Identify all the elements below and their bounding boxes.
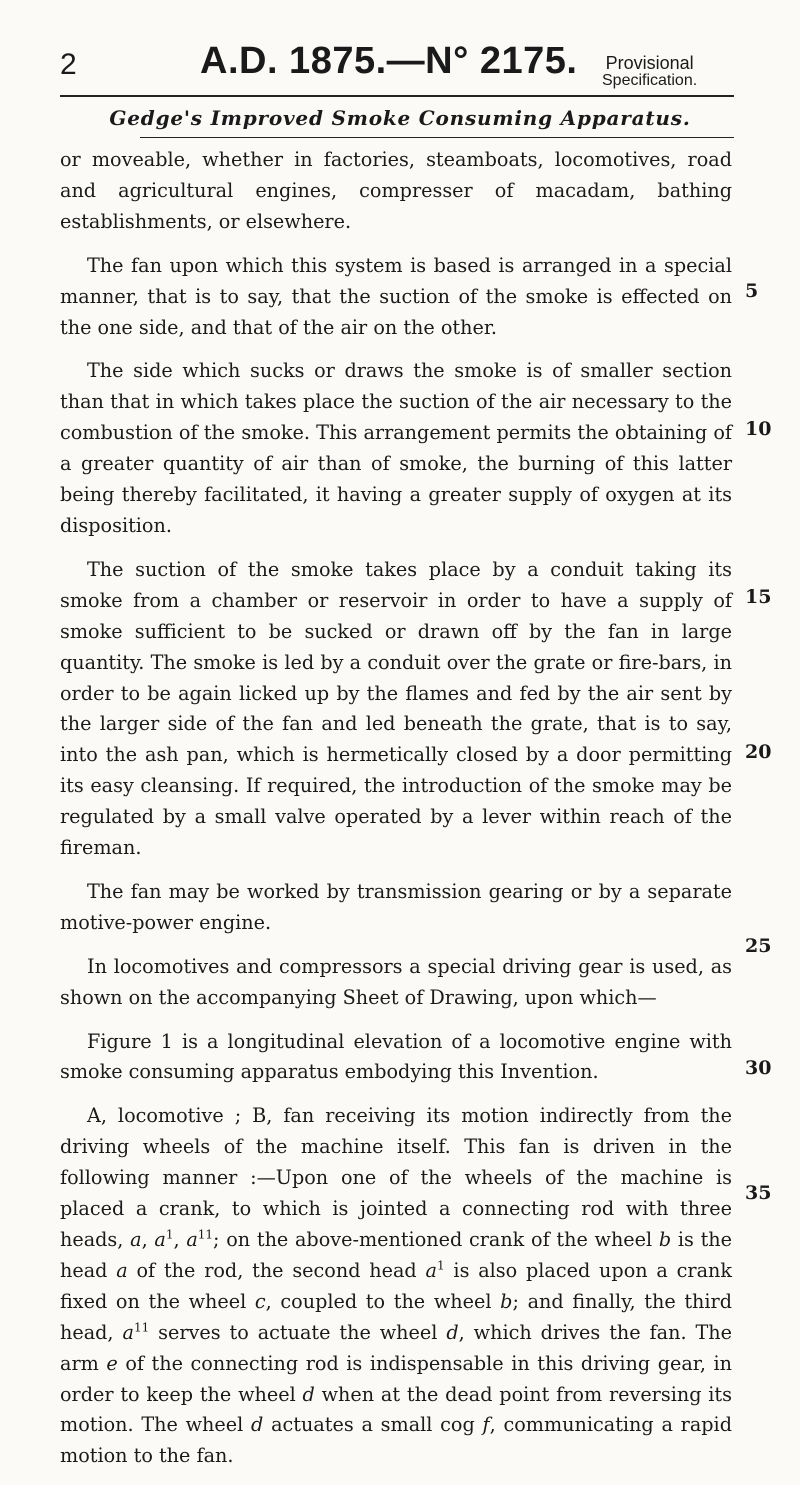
line-number: 25 bbox=[745, 935, 772, 957]
line-number: 35 bbox=[745, 1182, 772, 1204]
subtitle-rule bbox=[140, 137, 734, 138]
line-number: 15 bbox=[745, 586, 772, 608]
specification-label bbox=[602, 54, 697, 90]
line-number: 5 bbox=[745, 280, 759, 302]
line-number: 20 bbox=[745, 741, 772, 763]
paragraph: Figure 1 is a longitudinal elevation of a locomotive engine with smoke consuming apparatus embodying this Invention. bbox=[60, 1029, 732, 1084]
paragraph-mechanism: A, locomotive ; B, fan receiving its motion indirectly from the driving wheels of the machine itself. This fan is driven in the following manner :—Upon one of the wheels of the machine is placed a crank, to which is jointed a connecting rod with three heads, a, $a^1$, $a^{11}$; on the above-mentioned crank of the wheel b is the head a of the rod, the second head $a^1$ is also placed upon a crank fixed on the wheel c, coupled to the wheel b; and finally, the third head, $a^{11}$ serves to actuate the wheel d, which drives the fan. The arm e of the connecting rod is indispensable in this driving gear, in order to keep the wheel d when at the dead point from reversing its motion. The wheel d actuates a small cog f, communicating a rapid motion to the fan. bbox=[60, 1104, 733, 1468]
page-heading: A.D. 1875.—N° 2175. bbox=[200, 40, 578, 82]
paragraph: The fan upon which this system is based is arranged in a special manner, that is to say, that the suction of the smoke is effected on the one side, and that of the air on the other. bbox=[60, 253, 732, 339]
spec-line-1: Provisional bbox=[605, 53, 694, 73]
body-text bbox=[60, 145, 732, 1485]
paragraph: The suction of the smoke takes place by a conduit taking its smoke from a chamber or reservoir in order to have a supply of smoke sufficient to be sucked or drawn off by the fan in large quantity. The smoke is led by a conduit over the grate or fire-bars, in order to be again licked up by the flames and fed by the air sent by the larger side of the fan and led beneath the grate, that is to say, into the ash pan, which is hermetically closed by a door permitting its easy cleansing. If required, the introduction of the smoke may be regulated by a small valve operated by a lever within reach of the fireman. bbox=[60, 557, 732, 860]
document-subtitle: Gedge's Improved Smoke Consuming Apparatus. bbox=[109, 106, 691, 130]
line-number: 10 bbox=[745, 418, 772, 440]
paragraph: or moveable, whether in factories, steamboats, locomotives, road and agricultural engines, compresser of macadam, bathing establishments, or elsewhere. bbox=[60, 148, 732, 233]
paragraph: The side which sucks or draws the smoke is of smaller section than that in which takes place the suction of the air necessary to the combustion of the smoke. This arrangement permits the obtaining of a greater quantity of air than of smoke, the burning of this latter being thereby facilitated, it having a greater supply of oxygen at its disposition. bbox=[60, 359, 732, 537]
spec-line-2: Specification. bbox=[602, 72, 698, 89]
paragraph: The fan may be worked by transmission gearing or by a separate motive-power engine. bbox=[60, 879, 732, 934]
header-rule bbox=[60, 95, 734, 97]
page-number: 2 bbox=[60, 48, 77, 81]
paragraph: In locomotives and compressors a special driving gear is used, as shown on the accompanying Sheet of Drawing, upon which— bbox=[60, 954, 732, 1009]
line-number: 30 bbox=[745, 1057, 772, 1079]
